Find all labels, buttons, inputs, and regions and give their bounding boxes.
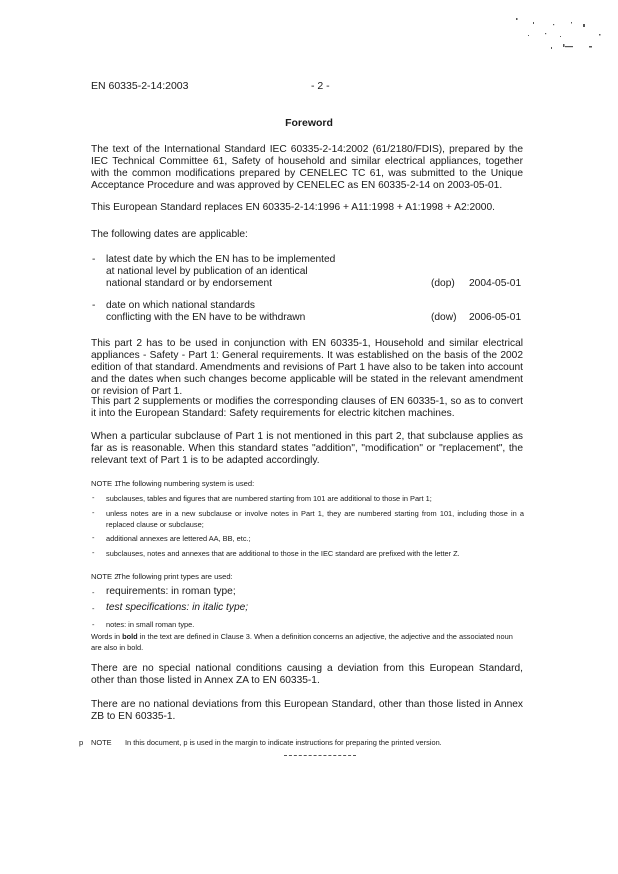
print-type-italic: test specifications: in italic type; xyxy=(106,602,249,613)
document-id: EN 60335-2-14:2003 xyxy=(91,80,189,92)
list-bullet: - xyxy=(92,508,95,517)
list-bullet: - xyxy=(92,300,96,311)
page-number: - 2 - xyxy=(311,80,330,92)
list-bullet: - xyxy=(92,620,95,629)
paragraph-dates-intro: The following dates are applicable: xyxy=(91,229,248,240)
list-bullet: - xyxy=(92,588,95,597)
words-post: in the text are defined in Clause 3. When a definition concerns an adjective, the adjective and the associated noun are also in bold. xyxy=(91,632,513,652)
paragraph-conjunction: This part 2 has to be used in conjunction with EN 60335-1, Household and similar electrical appliances - Safety - Part 1: General requirements. It was established on the basis of the 2002 edition of that standard. Amendments and revisions of Part 1 have also to be taken into account and the dates when such changes become applicable will be stated in the relevant amendment or revision of Part 1. xyxy=(91,338,523,398)
list-bullet: - xyxy=(92,493,95,502)
note-item: additional annexes are lettered AA, BB, etc.; xyxy=(106,534,251,543)
paragraph-national-conditions: There are no special national conditions causing a deviation from this European Standard, other than those listed in Annex ZA to EN 60335-1. xyxy=(91,663,523,687)
words-pre: Words in xyxy=(91,632,123,641)
date-desc-line: date on which national standards xyxy=(106,300,255,311)
date-desc-line: conflicting with the EN have to be withdrawn xyxy=(106,312,306,323)
paragraph-national-deviations: There are no national deviations from this European Standard, other than those listed in Annex ZB to EN 60335-1. xyxy=(91,699,523,723)
note-item: subclauses, notes and annexes that are additional to those in the IEC standard are prefixed with the letter Z. xyxy=(106,549,460,558)
list-bullet: - xyxy=(92,533,95,542)
print-type-small: notes: in small roman type. xyxy=(106,620,195,629)
note-item: unless notes are in a new subclause or involve notes in Part 1, they are numbered starting from 101, including those in a replaced clause or subclause; xyxy=(106,509,524,529)
paragraph-supplements: This part 2 supplements or modifies the corresponding clauses of EN 60335-1, so as to convert it into the European Standard: Safety requirements for electric kitchen machines. xyxy=(91,396,523,420)
date-desc-line: at national level by publication of an identical xyxy=(106,266,308,277)
date-code: (dow) xyxy=(431,312,457,323)
note-label: NOTE 2 xyxy=(91,572,119,581)
footer-note-label: NOTE xyxy=(91,738,112,747)
note-label: NOTE 1 xyxy=(91,479,119,488)
date-value: 2004-05-01 xyxy=(469,278,522,289)
page-title: Foreword xyxy=(285,117,333,129)
date-code: (dop) xyxy=(431,278,455,289)
list-bullet: - xyxy=(92,548,95,557)
date-value: 2006-05-01 xyxy=(469,312,522,323)
list-bullet: - xyxy=(92,604,95,613)
print-type-roman: requirements: in roman type; xyxy=(106,586,236,597)
date-desc-line: national standard or by endorsement xyxy=(106,278,272,289)
paragraph-approval: The text of the International Standard IEC 60335-2-14:2002 (61/2180/FDIS), prepared by the IEC Technical Committee 61, Safety of household and similar electrical appliances, together with the common modifications prepared by CENELEC TC 61, was submitted to the Unique Acceptance Procedure and was approved by CENELEC as EN 60335-2-14 on 2003-05-01. xyxy=(91,144,523,192)
list-bullet: - xyxy=(92,254,96,265)
bold-definitions-note xyxy=(91,632,523,653)
end-divider xyxy=(284,755,356,756)
note-intro: The following numbering system is used: xyxy=(117,479,255,488)
words-bold: bold xyxy=(122,632,138,641)
note-item: subclauses, tables and figures that are numbered starting from 101 are additional to those in Part 1; xyxy=(106,494,432,503)
note-intro: The following print types are used: xyxy=(117,572,233,581)
paragraph-subclause: When a particular subclause of Part 1 is not mentioned in this part 2, that subclause applies as far as is reasonable. When this standard states "addition", "modification" or "replacement", the relevant text of Part 1 is to be adapted accordingly. xyxy=(91,431,523,467)
margin-mark: p xyxy=(79,738,84,747)
footer-note-text: In this document, p is used in the margin to indicate instructions for preparing the printed version. xyxy=(125,738,442,747)
paragraph-replaces: This European Standard replaces EN 60335-2-14:1996 + A11:1998 + A1:1998 + A2:2000. xyxy=(91,202,495,213)
scan-artifacts xyxy=(0,0,618,60)
date-desc-line: latest date by which the EN has to be implemented xyxy=(106,254,336,265)
